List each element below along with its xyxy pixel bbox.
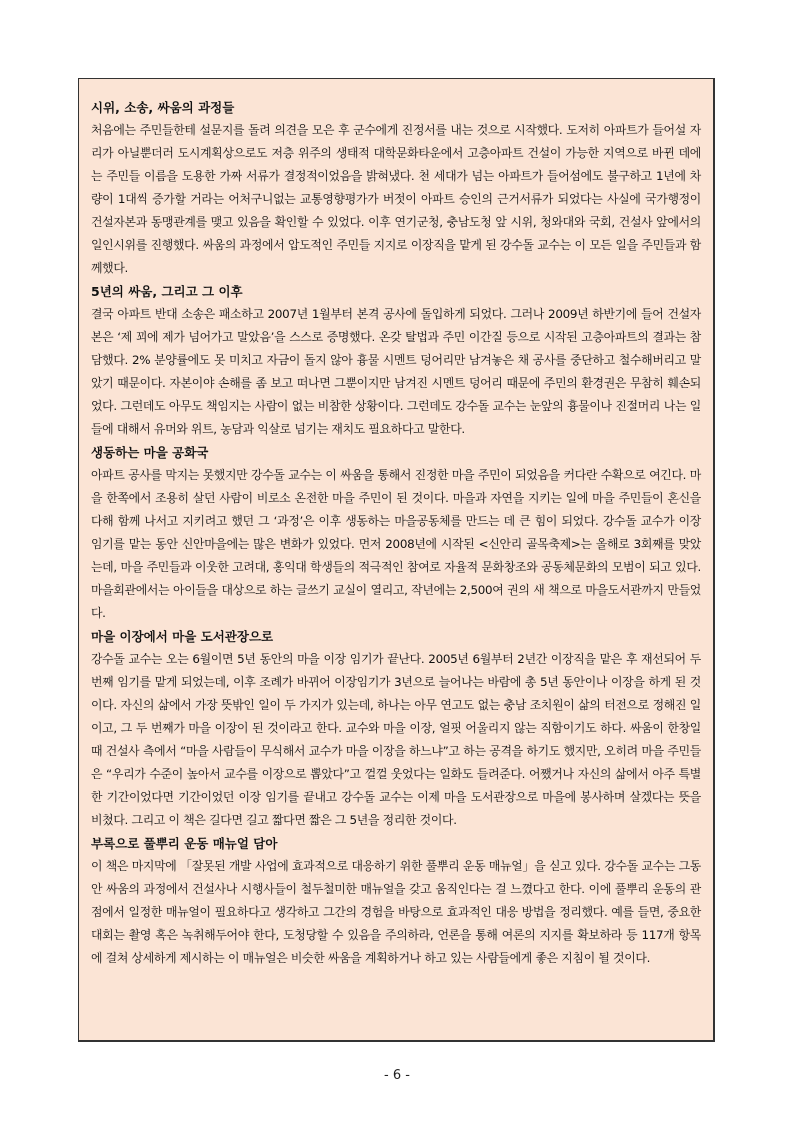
section-heading-library: 마을 이장에서 마을 도서관장으로 <box>91 629 274 644</box>
article-box <box>78 78 715 1042</box>
section-heading-five-years: 5년의 싸움, 그리고 그 이후 <box>91 284 243 299</box>
section-text-library: 강수돌 교수는 오는 6월이면 5년 동안의 마을 이장 임기가 끝난다. 2005년 6월부터 2년간 이장직을 맡은 후 재선되어 두 번째 임기를 맡게 되었는데, 이후 조례가 바뀌어 이장임기가 3년으로 늘어나는 바람에 총 5년 동안이나 이장을 하게 된 것이다. 자신의 삶에서 가장 뜻밖인 일이 두 가지가 있는데, 하나는 아무 연고도 없는 충남 조치원이 삶의 터전으로 정해진 일이고, 그 두 번째가 마을 이장이 된 것이라고 한다. 교수와 마을 이장, 얼핏 어울리지 않는 직함이기도 하다. 싸움이 한창일 때 건설사 측에서 “마을 사람들이 무식해서 교수가 마을 이장을 하느냐”고 하는 공격을 하기도 했지만, 오히려 마을 주민들은 “우리가 수준이 높아서 교수를 이장으로 뽑았다”고 껄껄 웃었다는 일화도 들려준다. 어쨌거나 자신의 삶에서 아주 특별한 기간이었다면 기간이었던 이장 임기를 끝내고 강수돌 교수는 이제 마을 도서관장으로 마을에 봉사하며 살겠다는 뜻을 비쳤다. 그리고 이 책은 길다면 길고 짧다면 짧은 그 5년을 정리한 것이다. <box>91 652 701 827</box>
section-heading-protest: 시위, 소송, 싸움의 과정들 <box>91 100 235 115</box>
section-heading-village-republic: 생동하는 마을 공화국 <box>91 445 209 460</box>
section-text-five-years: 결국 아파트 반대 소송은 패소하고 2007년 1월부터 본격 공사에 돌입하게 되었다. 그러나 2009년 하반기에 들어 건설자본은 ‘제 꾀에 제가 넘어가고 말았음’을 스스로 증명했다. 온갖 탈법과 주민 이간질 등으로 시작된 고층아파트의 결과는 참담했다. 2% 분양률에도 못 미치고 자금이 돌지 않아 흉물 시멘트 덩어리만 남겨놓은 채 공사를 중단하고 철수해버리고 말았기 때문이다. 자본이야 손해를 좀 보고 떠나면 그뿐이지만 남겨진 시멘트 덩어리 때문에 주민의 환경권은 무참히 훼손되었다. 그런데도 아무도 책임지는 사람이 없는 비참한 상황이다. 그런데도 강수돌 교수는 눈앞의 흉물이나 진절머리 나는 일들에 대해서 유머와 위트, 농담과 익살로 넘기는 재치도 필요하다고 말한다. <box>91 307 701 436</box>
section-heading-appendix: 부록으로 풀뿌리 운동 매뉴얼 담아 <box>91 836 278 851</box>
section-text-village-republic: 아파트 공사를 막지는 못했지만 강수돌 교수는 이 싸움을 통해서 진정한 마을 주민이 되었음을 커다란 수확으로 여긴다. 마을 한쪽에서 조용히 살던 사람이 비로소 온전한 마을 주민이 된 것이다. 마을과 자연을 지키는 일에 마을 주민들이 혼신을 다해 함께 나서고 지키려고 했던 그 ‘과정’은 이후 생동하는 마을공동체를 만드는 데 큰 힘이 되었다. 강수돌 교수가 이장 임기를 맡는 동안 신안마을에는 많은 변화가 있었다. 먼저 2008년에 시작된 <신안리 골목축제>는 올해로 3회째를 맞았는데, 마을 주민들과 이웃한 고려대, 홍익대 학생들의 적극적인 참여로 자율적 문화창조와 공동체문화의 모범이 되고 있다. 마을회관에서는 아이들을 대상으로 하는 글쓰기 교실이 열리고, 작년에는 2,500여 권의 새 책으로 마을도서관까지 만들었다. <box>91 468 701 620</box>
section-text-appendix: 이 책은 마지막에 「잘못된 개발 사업에 효과적으로 대응하기 위한 풀뿌리 운동 매뉴얼」을 싣고 있다. 강수돌 교수는 그동안 싸움의 과정에서 건설사나 시행사들이 철두철미한 매뉴얼을 갖고 움직인다는 걸 느꼈다고 한다. 이에 풀뿌리 운동의 관점에서 일정한 매뉴얼이 필요하다고 생각하고 그간의 경험을 바탕으로 효과적인 대응 방법을 정리했다. 예를 들면, 중요한 대회는 촬영 혹은 녹취해두어야 한다, 도청당할 수 있음을 주의하라, 언론을 통해 여론의 지지를 확보하라 등 117개 항목에 걸쳐 상세하게 제시하는 이 매뉴얼은 비슷한 싸움을 계획하거나 하고 있는 사람들에게 좋은 지침이 될 것이다. <box>91 859 701 965</box>
page-number: - 6 - <box>384 1068 410 1083</box>
section-text-protest: 처음에는 주민들한테 설문지를 돌려 의견을 모은 후 군수에게 진정서를 내는 것으로 시작했다. 도저히 아파트가 들어설 자리가 아닐뿐더러 도시계획상으로도 저층 위주의 생태적 대학문화타운에서 고층아파트 건설이 가능한 지역으로 바뀐 데에는 주민들 이름을 도용한 가짜 서류가 결정적이었음을 밝혀냈다. 천 세대가 넘는 아파트가 들어섬에도 불구하고 1년에 차량이 1대씩 증가할 거라는 어처구니없는 교통영향평가가 버젓이 아파트 승인의 근거서류가 되었다는 사실에 국가행정이 건설자본과 동맹관계를 맺고 있음을 확인할 수 있었다. 이후 연기군청, 충남도청 앞 시위, 청와대와 국회, 건설사 앞에서의 일인시위를 진행했다. 싸움의 과정에서 압도적인 주민들 지지로 이장직을 맡게 된 강수돌 교수는 이 모든 일을 주민들과 함께했다. <box>91 123 701 275</box>
